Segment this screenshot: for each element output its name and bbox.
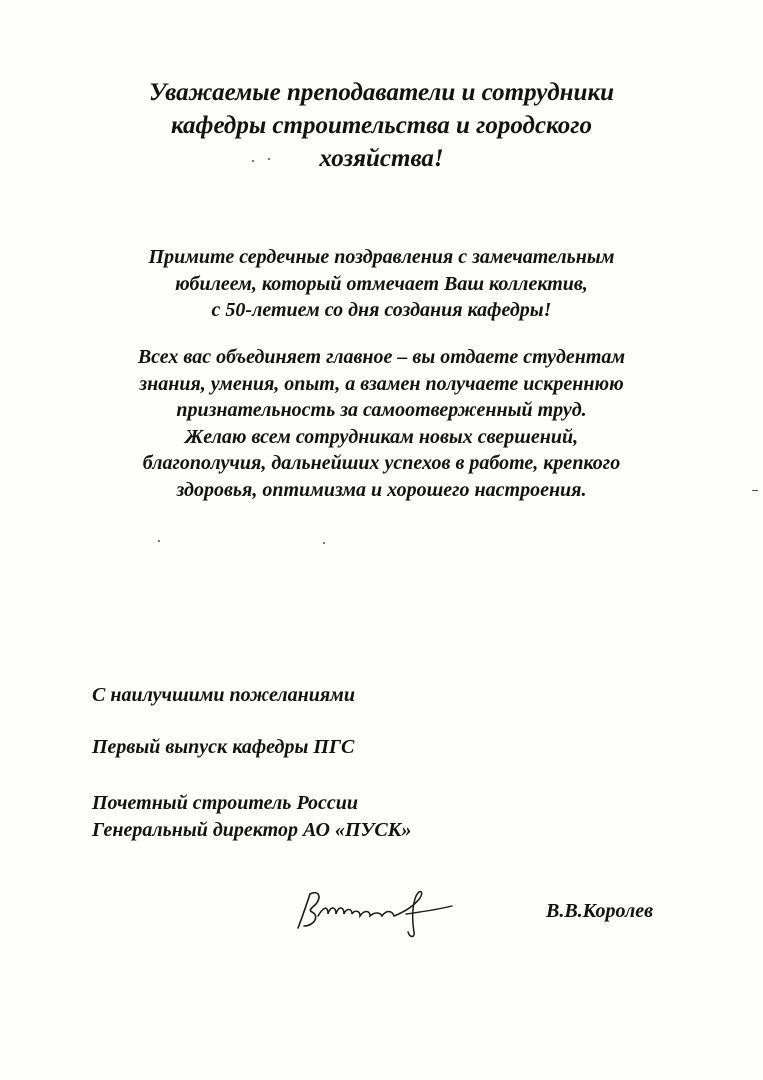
graduates-line: Первый выпуск кафедры ПГС xyxy=(92,736,355,758)
scan-speck xyxy=(268,158,270,160)
greeting-paragraph xyxy=(60,244,703,324)
heading-line: Уважаемые преподаватели и сотрудники xyxy=(148,79,615,106)
letter-heading xyxy=(60,76,703,175)
paragraph-line: Всех вас объединяет главное – вы отдаете студентам xyxy=(137,346,626,368)
paragraph-line: знания, умения, опыт, а взамен получаете искреннюю xyxy=(139,372,624,395)
signer-title: Почетный строитель России xyxy=(92,792,358,814)
paragraph-line: здоровья, оптимизма и хорошего настроения. xyxy=(176,478,587,501)
scan-speck xyxy=(158,540,160,542)
closing-regards: С наилучшими пожеланиями xyxy=(92,684,355,706)
scan-speck xyxy=(752,490,758,491)
paragraph-line: Желаю всем сотрудникам новых свершений, xyxy=(184,425,579,448)
signer-position: Генеральный директор АО «ПУСК» xyxy=(92,819,412,841)
wishes-paragraph xyxy=(60,344,703,503)
heading-line: кафедры строительства и городского xyxy=(171,112,592,139)
heading-line: хозяйства! xyxy=(319,145,444,172)
scan-speck xyxy=(323,542,325,544)
paragraph-line: с 50-летием со дня создания кафедры! xyxy=(211,299,552,321)
paragraph-line: признательность за самоотверженный труд. xyxy=(176,399,587,421)
handwritten-signature-icon xyxy=(288,876,458,940)
signer-name: В.В.Королев xyxy=(546,900,654,922)
scan-speck xyxy=(252,160,254,162)
paragraph-line: Примите сердечные поздравления с замечательным xyxy=(148,246,615,268)
paragraph-line: юбилеем, который отмечает Ваш коллектив, xyxy=(175,272,588,295)
paragraph-line: благополучия, дальнейших успехов в работе, крепкого xyxy=(142,452,621,474)
